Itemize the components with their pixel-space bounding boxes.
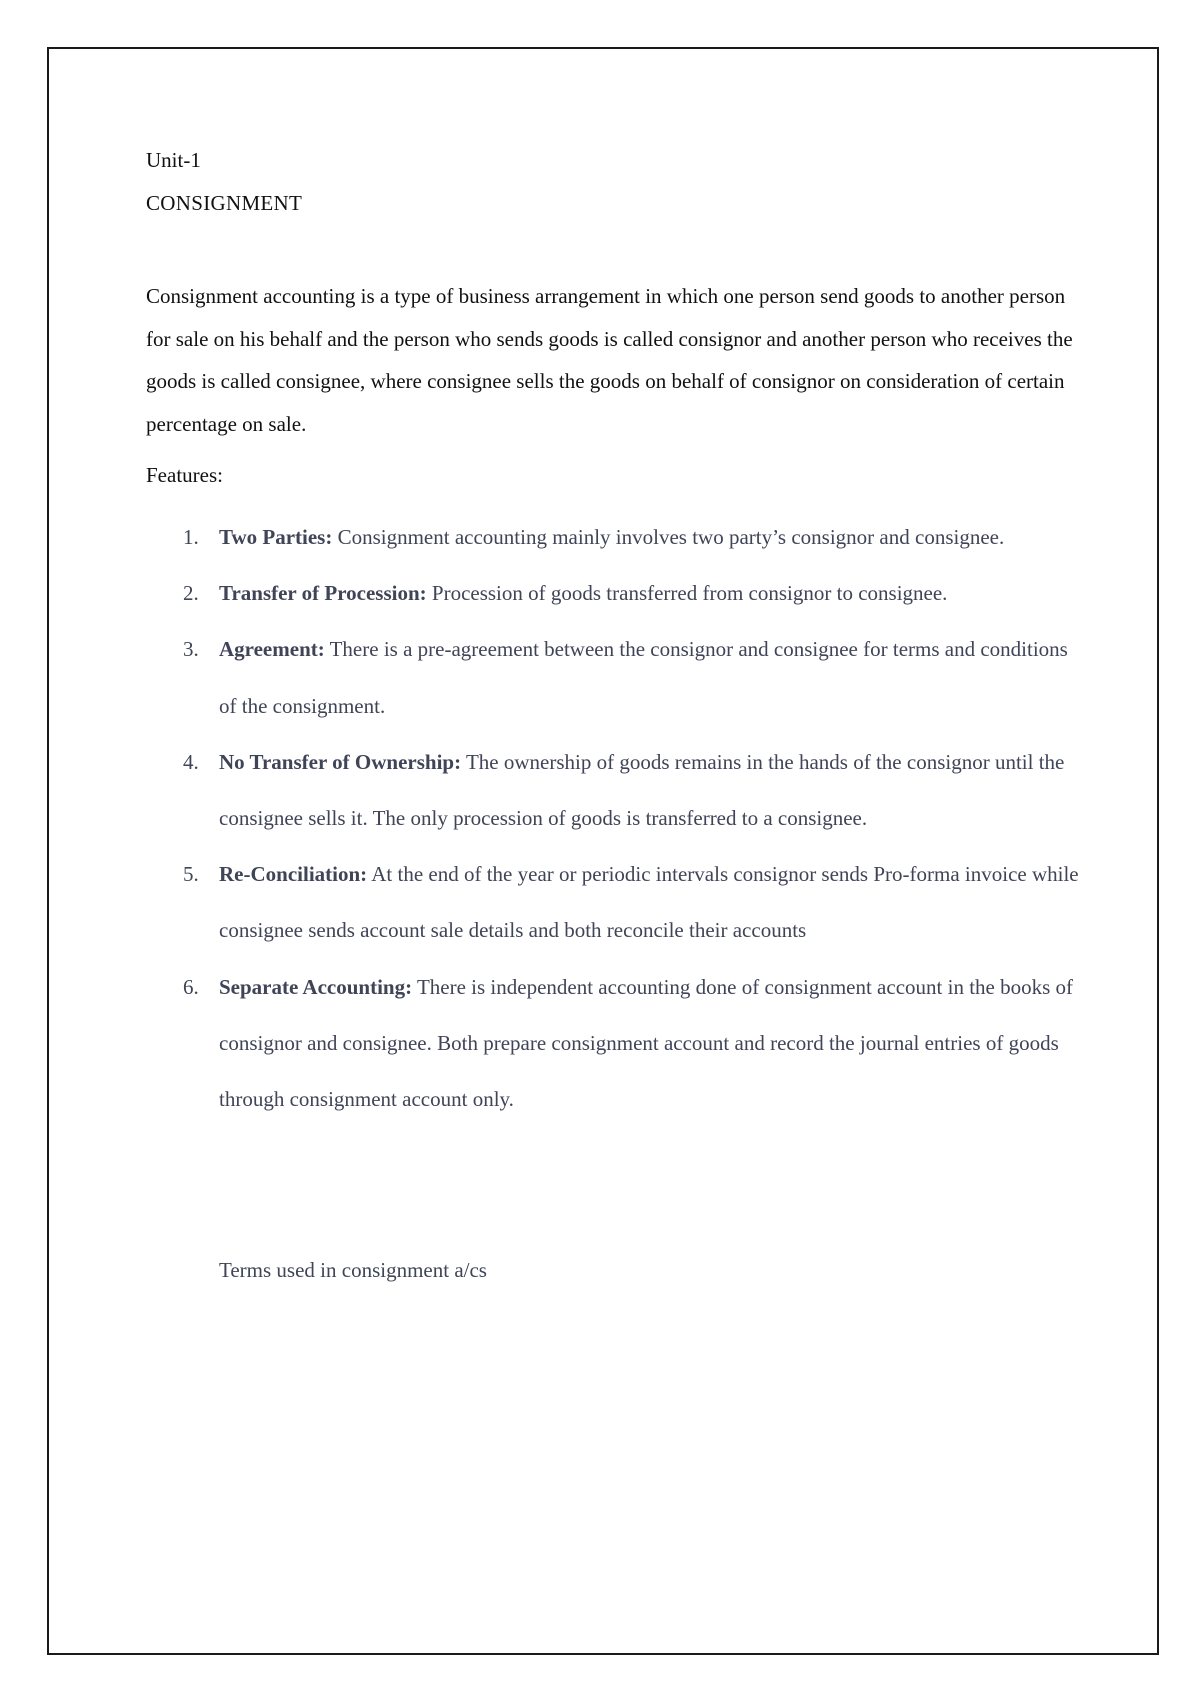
feature-number: 3. [183, 637, 199, 662]
feature-text: At the end of the year or periodic intervals consignor sends Pro-forma invoice while consignee sends account sale details and both reconcile their accounts [219, 862, 1079, 943]
feature-text: There is independent accounting done of consignment account in the books of consignor and consignee. Both prepare consignment account and record the journal entries of goods through consignment account only. [219, 974, 1074, 1112]
feature-number: 5. [183, 862, 199, 887]
feature-item-transfer-of-procession [146, 565, 1089, 621]
feature-text: The ownership of goods remains in the hands of the consignor until the consignee sells it. The only procession of goods is transferred to a consignee. [219, 749, 1065, 831]
feature-item-separate-accounting [146, 959, 1089, 1128]
feature-text: There is a pre-agreement between the consignor and consignee for terms and conditions of the consignment. [219, 637, 1068, 718]
terms-heading: Terms used in consignment a/cs [219, 1258, 487, 1283]
unit-label: Unit-1 [146, 148, 201, 172]
feature-text: Procession of goods transferred from consignor to consignee. [426, 581, 948, 606]
document-title: CONSIGNMENT [146, 191, 303, 215]
feature-number: 2. [183, 581, 199, 606]
feature-number: 4. [183, 749, 199, 774]
feature-item-re-conciliation [146, 846, 1089, 958]
feature-term: Re-Conciliation: [219, 862, 368, 887]
feature-term: Separate Accounting: [219, 974, 413, 999]
intro-paragraph: Consignment accounting is a type of business arrangement in which one person send goods to another person for sale on his behalf and the person who sends goods is called consignor and another person who receives the goods is called consignee, where consignee sells the goods on behalf of consignor on consideration of certain percentage on sale. [146, 284, 1073, 436]
feature-number: 1. [183, 525, 199, 549]
feature-item-agreement [146, 621, 1089, 733]
features-list [146, 509, 1079, 1127]
feature-term: Two Parties: [219, 525, 333, 549]
feature-text: Consignment accounting mainly involves two party’s consignor and consignee. [332, 525, 1005, 549]
feature-item-no-transfer-of-ownership [146, 734, 1089, 846]
feature-number: 6. [183, 974, 199, 999]
document-content [146, 140, 1079, 1290]
feature-term: Transfer of Procession: [219, 581, 427, 606]
feature-item-two-parties [146, 509, 1089, 565]
feature-term: No Transfer of Ownership: [219, 749, 462, 774]
feature-term: Agreement: [219, 637, 325, 662]
features-heading: Features: [146, 463, 223, 487]
